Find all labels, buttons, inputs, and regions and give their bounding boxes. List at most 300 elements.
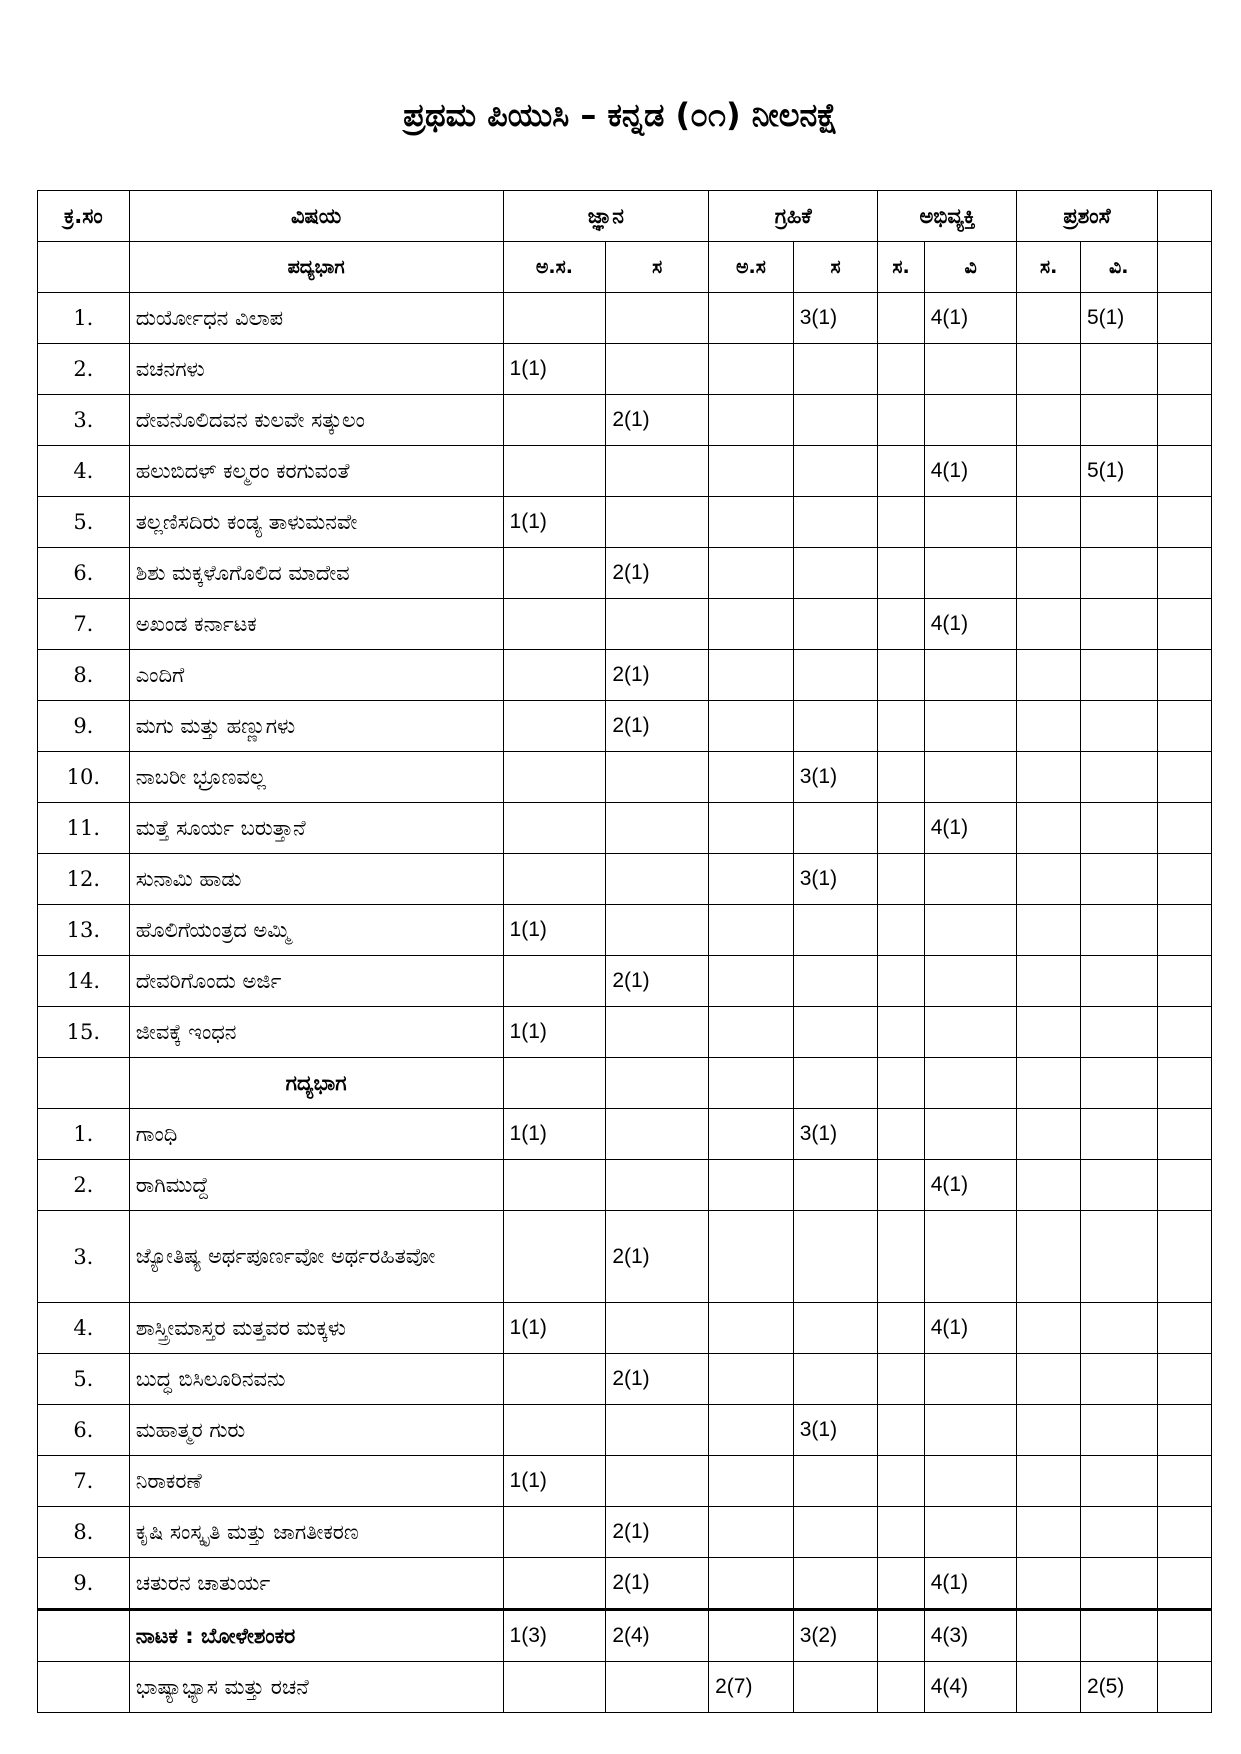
marks-cell bbox=[878, 599, 924, 650]
marks-cell bbox=[878, 293, 924, 344]
marks-cell: 4(1) bbox=[924, 293, 1017, 344]
table-row bbox=[38, 446, 1212, 497]
marks-cell bbox=[503, 395, 606, 446]
marks-cell bbox=[924, 548, 1017, 599]
blank-cell bbox=[1157, 956, 1211, 1007]
row-subject: ಮಹಾತ್ಮರ ಗುರು bbox=[129, 1405, 503, 1456]
marks-cell bbox=[1080, 1405, 1157, 1456]
subheader-col: ವಿ bbox=[924, 242, 1017, 293]
marks-cell bbox=[1017, 1507, 1080, 1558]
marks-cell bbox=[793, 1456, 878, 1507]
table-row bbox=[38, 1211, 1212, 1303]
table-row bbox=[38, 1405, 1212, 1456]
marks-cell bbox=[709, 446, 794, 497]
row-subject: ನಾಬರೀ ಭ್ರೂಣವಲ್ಲ bbox=[129, 752, 503, 803]
blank-cell bbox=[924, 1058, 1017, 1109]
blank-cell bbox=[1157, 1610, 1211, 1662]
marks-cell bbox=[1017, 1662, 1080, 1713]
marks-cell bbox=[606, 752, 709, 803]
marks-cell bbox=[793, 1160, 878, 1211]
marks-cell: 4(1) bbox=[924, 803, 1017, 854]
blank-cell bbox=[1157, 650, 1211, 701]
page-title: ಪ್ರಥಮ ಪಿಯುಸಿ – ಕನ್ನಡ (೦೧) ನೀಲನಕ್ಷೆ bbox=[403, 96, 838, 134]
subheader-blank bbox=[1157, 242, 1211, 293]
marks-cell: 4(4) bbox=[924, 1662, 1017, 1713]
marks-cell: 3(1) bbox=[793, 1405, 878, 1456]
header-sl: ಕ್ರ.ಸಂ bbox=[38, 191, 130, 242]
marks-cell bbox=[606, 1007, 709, 1058]
row-subject: ಶಾಸ್ತ್ರೀಮಾಸ್ತರ ಮತ್ತವರ ಮಕ್ಕಳು bbox=[129, 1303, 503, 1354]
marks-cell bbox=[606, 1109, 709, 1160]
subheader-row bbox=[38, 242, 1212, 293]
row-subject: ಸುನಾಮಿ ಹಾಡು bbox=[129, 854, 503, 905]
subheader-col: ಸ. bbox=[878, 242, 924, 293]
marks-cell: 3(1) bbox=[793, 752, 878, 803]
section-heading-prose: ಗದ್ಯಭಾಗ bbox=[129, 1058, 503, 1109]
marks-cell bbox=[878, 1007, 924, 1058]
marks-cell bbox=[793, 1211, 878, 1303]
marks-cell bbox=[1080, 1109, 1157, 1160]
marks-cell bbox=[1017, 956, 1080, 1007]
table-row bbox=[38, 395, 1212, 446]
row-subject: ಅಖಂಡ ಕರ್ನಾಟಕ bbox=[129, 599, 503, 650]
marks-cell: 2(1) bbox=[606, 956, 709, 1007]
marks-cell bbox=[709, 752, 794, 803]
marks-cell bbox=[1080, 905, 1157, 956]
marks-cell bbox=[793, 1662, 878, 1713]
marks-cell bbox=[503, 1211, 606, 1303]
marks-cell bbox=[1080, 1558, 1157, 1610]
table-row bbox=[38, 752, 1212, 803]
row-serial: 5. bbox=[38, 497, 130, 548]
marks-cell: 4(1) bbox=[924, 1558, 1017, 1610]
marks-cell bbox=[924, 650, 1017, 701]
marks-cell bbox=[878, 395, 924, 446]
table-row bbox=[38, 1109, 1212, 1160]
marks-cell bbox=[878, 548, 924, 599]
table-row bbox=[38, 1610, 1212, 1662]
row-serial: 8. bbox=[38, 1507, 130, 1558]
row-subject: ಭಾಷ್ಯಾಭ್ಯಾಸ ಮತ್ತು ರಚನೆ bbox=[129, 1662, 503, 1713]
marks-cell: 4(1) bbox=[924, 599, 1017, 650]
row-serial: 4. bbox=[38, 1303, 130, 1354]
marks-cell bbox=[793, 650, 878, 701]
marks-cell: 3(2) bbox=[793, 1610, 878, 1662]
marks-cell bbox=[709, 650, 794, 701]
marks-cell: 1(3) bbox=[503, 1610, 606, 1662]
marks-cell: 2(1) bbox=[606, 1507, 709, 1558]
marks-cell bbox=[1017, 599, 1080, 650]
marks-cell bbox=[924, 1211, 1017, 1303]
row-serial bbox=[38, 1610, 130, 1662]
row-subject: ದುರ್ಯೋಧನ ವಿಲಾಪ bbox=[129, 293, 503, 344]
blank-cell bbox=[1157, 1662, 1211, 1713]
blank-cell bbox=[1157, 1507, 1211, 1558]
marks-cell bbox=[709, 701, 794, 752]
marks-cell bbox=[793, 599, 878, 650]
marks-cell bbox=[924, 1507, 1017, 1558]
blank-cell bbox=[1157, 1456, 1211, 1507]
marks-cell bbox=[924, 1007, 1017, 1058]
marks-cell bbox=[1080, 1456, 1157, 1507]
marks-cell bbox=[924, 395, 1017, 446]
marks-cell bbox=[878, 701, 924, 752]
marks-cell bbox=[1017, 1610, 1080, 1662]
marks-cell: 3(1) bbox=[793, 293, 878, 344]
marks-cell bbox=[606, 1160, 709, 1211]
row-subject: ನಾಟಕ : ಬೋಳೇಶಂಕರ bbox=[129, 1610, 503, 1662]
marks-cell: 2(1) bbox=[606, 1354, 709, 1405]
subheader-col: ಸ bbox=[793, 242, 878, 293]
marks-cell bbox=[503, 1507, 606, 1558]
marks-cell bbox=[503, 752, 606, 803]
marks-cell bbox=[878, 1610, 924, 1662]
blank-cell bbox=[1157, 1007, 1211, 1058]
marks-cell bbox=[878, 905, 924, 956]
blank-cell bbox=[1157, 1058, 1211, 1109]
marks-cell bbox=[1080, 650, 1157, 701]
table-row bbox=[38, 1303, 1212, 1354]
marks-cell bbox=[793, 497, 878, 548]
marks-cell bbox=[503, 548, 606, 599]
marks-cell bbox=[1017, 1160, 1080, 1211]
header-blank bbox=[1157, 191, 1211, 242]
marks-cell bbox=[924, 701, 1017, 752]
blank-cell bbox=[503, 1058, 606, 1109]
marks-cell: 5(1) bbox=[1080, 293, 1157, 344]
marks-cell bbox=[503, 1160, 606, 1211]
marks-cell: 1(1) bbox=[503, 344, 606, 395]
table-row bbox=[38, 650, 1212, 701]
marks-cell bbox=[793, 701, 878, 752]
marks-cell: 2(1) bbox=[606, 395, 709, 446]
table-row bbox=[38, 293, 1212, 344]
subheader-col: ವಿ. bbox=[1080, 242, 1157, 293]
row-serial: 7. bbox=[38, 599, 130, 650]
blank-cell bbox=[1157, 1405, 1211, 1456]
marks-cell bbox=[1017, 1007, 1080, 1058]
header-subject: ವಿಷಯ bbox=[129, 191, 503, 242]
marks-cell bbox=[1017, 548, 1080, 599]
marks-cell bbox=[606, 446, 709, 497]
marks-cell bbox=[878, 1456, 924, 1507]
marks-cell bbox=[793, 1303, 878, 1354]
marks-cell bbox=[1017, 803, 1080, 854]
blank-cell bbox=[1157, 293, 1211, 344]
table-row bbox=[38, 1354, 1212, 1405]
marks-cell bbox=[793, 1007, 878, 1058]
marks-cell bbox=[1017, 701, 1080, 752]
marks-cell bbox=[1080, 854, 1157, 905]
row-serial: 11. bbox=[38, 803, 130, 854]
marks-cell bbox=[878, 1109, 924, 1160]
marks-cell bbox=[503, 293, 606, 344]
subheader-col: ಅ.ಸ bbox=[709, 242, 794, 293]
marks-cell bbox=[1080, 497, 1157, 548]
marks-cell bbox=[606, 1456, 709, 1507]
blank-cell bbox=[793, 1058, 878, 1109]
table-row bbox=[38, 701, 1212, 752]
marks-cell bbox=[924, 1405, 1017, 1456]
marks-cell bbox=[1080, 1007, 1157, 1058]
marks-cell bbox=[1017, 293, 1080, 344]
marks-cell: 5(1) bbox=[1080, 446, 1157, 497]
header-row bbox=[38, 191, 1212, 242]
marks-cell bbox=[709, 1456, 794, 1507]
marks-cell bbox=[793, 1507, 878, 1558]
blank-cell bbox=[606, 1058, 709, 1109]
header-knowledge: ಜ್ಞಾನ bbox=[503, 191, 709, 242]
marks-cell bbox=[503, 1405, 606, 1456]
marks-cell bbox=[709, 905, 794, 956]
blank-cell bbox=[1157, 395, 1211, 446]
row-serial: 2. bbox=[38, 1160, 130, 1211]
marks-cell bbox=[1080, 752, 1157, 803]
marks-cell bbox=[924, 854, 1017, 905]
marks-cell bbox=[503, 701, 606, 752]
marks-cell bbox=[924, 956, 1017, 1007]
marks-cell bbox=[924, 497, 1017, 548]
row-serial: 1. bbox=[38, 293, 130, 344]
marks-cell bbox=[709, 1160, 794, 1211]
blank-cell bbox=[1157, 701, 1211, 752]
blank-cell bbox=[1157, 1160, 1211, 1211]
marks-cell bbox=[793, 956, 878, 1007]
marks-cell: 1(1) bbox=[503, 1007, 606, 1058]
table-row bbox=[38, 1507, 1212, 1558]
row-serial: 13. bbox=[38, 905, 130, 956]
marks-cell bbox=[1080, 1610, 1157, 1662]
header-expression: ಅಭಿವ್ಯಕ್ತಿ bbox=[878, 191, 1017, 242]
blank-cell bbox=[38, 1058, 130, 1109]
marks-cell bbox=[1017, 344, 1080, 395]
marks-cell: 1(1) bbox=[503, 1303, 606, 1354]
row-serial: 4. bbox=[38, 446, 130, 497]
marks-cell bbox=[1080, 956, 1157, 1007]
marks-cell bbox=[1080, 599, 1157, 650]
marks-cell bbox=[1080, 344, 1157, 395]
row-subject: ಬುದ್ಧ ಬಿಸಿಲೂರಿನವನು bbox=[129, 1354, 503, 1405]
marks-cell bbox=[503, 956, 606, 1007]
marks-cell bbox=[793, 1558, 878, 1610]
marks-cell bbox=[709, 1007, 794, 1058]
marks-cell bbox=[878, 1303, 924, 1354]
marks-cell bbox=[709, 854, 794, 905]
marks-cell: 4(1) bbox=[924, 1303, 1017, 1354]
row-serial: 2. bbox=[38, 344, 130, 395]
marks-cell bbox=[924, 344, 1017, 395]
marks-cell bbox=[606, 905, 709, 956]
row-subject: ಗಾಂಧಿ bbox=[129, 1109, 503, 1160]
marks-cell bbox=[1017, 1456, 1080, 1507]
marks-cell bbox=[709, 395, 794, 446]
marks-cell bbox=[1080, 803, 1157, 854]
marks-cell bbox=[1017, 854, 1080, 905]
marks-cell bbox=[709, 599, 794, 650]
marks-cell bbox=[878, 956, 924, 1007]
table-row bbox=[38, 854, 1212, 905]
blank-cell bbox=[1157, 497, 1211, 548]
marks-cell bbox=[878, 803, 924, 854]
marks-cell bbox=[878, 497, 924, 548]
header-understanding: ಗ್ರಹಿಕೆ bbox=[709, 191, 878, 242]
marks-cell bbox=[1080, 1160, 1157, 1211]
marks-cell bbox=[1017, 446, 1080, 497]
marks-cell bbox=[709, 293, 794, 344]
marks-cell bbox=[878, 1405, 924, 1456]
row-subject: ದೇವನೊಲಿದವನ ಕುಲವೇ ಸತ್ಕುಲಂ bbox=[129, 395, 503, 446]
blank-cell bbox=[1157, 548, 1211, 599]
marks-cell: 2(7) bbox=[709, 1662, 794, 1713]
row-serial: 10. bbox=[38, 752, 130, 803]
row-subject: ಹಲುಬಿದಳ್ ಕಲ್ಮರಂ ಕರಗುವಂತೆ bbox=[129, 446, 503, 497]
marks-cell bbox=[503, 650, 606, 701]
marks-cell bbox=[709, 1507, 794, 1558]
row-serial: 9. bbox=[38, 1558, 130, 1610]
blank-cell bbox=[1157, 1109, 1211, 1160]
row-subject: ಜೀವಕ್ಕೆ ಇಂಧನ bbox=[129, 1007, 503, 1058]
marks-cell bbox=[503, 599, 606, 650]
marks-cell bbox=[606, 1303, 709, 1354]
marks-cell bbox=[924, 1354, 1017, 1405]
row-subject: ಮಗು ಮತ್ತು ಹಣ್ಣುಗಳು bbox=[129, 701, 503, 752]
marks-cell bbox=[878, 1354, 924, 1405]
marks-cell bbox=[709, 956, 794, 1007]
blank-cell bbox=[878, 1058, 924, 1109]
table-row bbox=[38, 1558, 1212, 1610]
marks-cell bbox=[1080, 1211, 1157, 1303]
marks-cell bbox=[924, 905, 1017, 956]
blank-cell bbox=[1157, 599, 1211, 650]
row-serial: 14. bbox=[38, 956, 130, 1007]
blank-cell bbox=[1157, 1354, 1211, 1405]
blank-cell bbox=[1080, 1058, 1157, 1109]
marks-cell bbox=[606, 803, 709, 854]
row-serial: 7. bbox=[38, 1456, 130, 1507]
blank-cell bbox=[709, 1058, 794, 1109]
marks-cell bbox=[606, 497, 709, 548]
marks-cell bbox=[793, 803, 878, 854]
table-row bbox=[38, 497, 1212, 548]
marks-cell bbox=[1017, 650, 1080, 701]
marks-cell bbox=[793, 905, 878, 956]
marks-cell: 2(1) bbox=[606, 1211, 709, 1303]
table-row bbox=[38, 803, 1212, 854]
row-serial bbox=[38, 1662, 130, 1713]
marks-cell bbox=[503, 854, 606, 905]
subheader-col: ಸ bbox=[606, 242, 709, 293]
row-subject: ಮತ್ತೆ ಸೂರ್ಯ ಬರುತ್ತಾನೆ bbox=[129, 803, 503, 854]
marks-cell bbox=[1017, 752, 1080, 803]
row-serial: 3. bbox=[38, 1211, 130, 1303]
marks-cell bbox=[878, 1507, 924, 1558]
table-row bbox=[38, 599, 1212, 650]
row-subject: ಚತುರನ ಚಾತುರ್ಯ bbox=[129, 1558, 503, 1610]
marks-cell bbox=[1017, 395, 1080, 446]
table-row bbox=[38, 956, 1212, 1007]
table-row bbox=[38, 548, 1212, 599]
blank-cell bbox=[1157, 905, 1211, 956]
marks-cell: 2(1) bbox=[606, 701, 709, 752]
row-serial: 9. bbox=[38, 701, 130, 752]
marks-cell: 2(5) bbox=[1080, 1662, 1157, 1713]
marks-cell bbox=[503, 1354, 606, 1405]
marks-cell bbox=[793, 395, 878, 446]
section-row bbox=[38, 1058, 1212, 1109]
marks-cell bbox=[606, 1405, 709, 1456]
marks-cell: 2(1) bbox=[606, 650, 709, 701]
header-appreciation: ಪ್ರಶಂಸೆ bbox=[1017, 191, 1157, 242]
blank-cell bbox=[1017, 1058, 1080, 1109]
marks-cell: 4(1) bbox=[924, 1160, 1017, 1211]
row-subject: ಹೊಲಿಗೆಯಂತ್ರದ ಅಮ್ಮಿ bbox=[129, 905, 503, 956]
marks-cell: 4(1) bbox=[924, 446, 1017, 497]
marks-cell: 2(1) bbox=[606, 1558, 709, 1610]
marks-cell bbox=[606, 1662, 709, 1713]
section-heading-poetry: ಪದ್ಯಭಾಗ bbox=[129, 242, 503, 293]
marks-cell bbox=[1080, 548, 1157, 599]
marks-cell bbox=[878, 752, 924, 803]
marks-cell: 1(1) bbox=[503, 905, 606, 956]
table-row bbox=[38, 905, 1212, 956]
marks-cell bbox=[924, 1456, 1017, 1507]
marks-cell: 3(1) bbox=[793, 854, 878, 905]
marks-cell bbox=[1080, 701, 1157, 752]
marks-cell bbox=[793, 1354, 878, 1405]
blank-cell bbox=[1157, 1211, 1211, 1303]
marks-cell bbox=[606, 854, 709, 905]
marks-cell bbox=[924, 1109, 1017, 1160]
row-subject: ದೇವರಿಗೊಂದು ಅರ್ಜಿ bbox=[129, 956, 503, 1007]
marks-cell: 1(1) bbox=[503, 1456, 606, 1507]
table-row bbox=[38, 1662, 1212, 1713]
marks-cell bbox=[503, 803, 606, 854]
marks-cell bbox=[709, 1558, 794, 1610]
marks-cell bbox=[1080, 1303, 1157, 1354]
marks-cell bbox=[1017, 1405, 1080, 1456]
row-subject: ತಲ್ಲಣಿಸದಿರು ಕಂಡ್ಯ ತಾಳುಮನವೇ bbox=[129, 497, 503, 548]
row-subject: ರಾಗಿಮುದ್ದೆ bbox=[129, 1160, 503, 1211]
marks-cell bbox=[709, 1610, 794, 1662]
marks-cell bbox=[709, 548, 794, 599]
row-serial: 6. bbox=[38, 548, 130, 599]
row-serial: 12. bbox=[38, 854, 130, 905]
row-serial: 3. bbox=[38, 395, 130, 446]
row-serial: 15. bbox=[38, 1007, 130, 1058]
marks-cell bbox=[709, 1303, 794, 1354]
table-row bbox=[38, 1007, 1212, 1058]
marks-cell bbox=[503, 1558, 606, 1610]
marks-cell: 1(1) bbox=[503, 1109, 606, 1160]
blank-cell bbox=[1157, 1303, 1211, 1354]
marks-cell bbox=[793, 548, 878, 599]
table-row bbox=[38, 344, 1212, 395]
subheader-col: ಸ. bbox=[1017, 242, 1080, 293]
blueprint-table bbox=[37, 190, 1212, 1713]
row-serial: 8. bbox=[38, 650, 130, 701]
marks-cell bbox=[709, 803, 794, 854]
row-subject: ಜ್ಯೋತಿಷ್ಯ ಅರ್ಥಪೂರ್ಣವೋ ಅರ್ಥರಹಿತವೋ bbox=[129, 1211, 503, 1303]
marks-cell bbox=[1017, 497, 1080, 548]
marks-cell bbox=[1017, 1303, 1080, 1354]
marks-cell bbox=[1017, 905, 1080, 956]
blank-cell bbox=[1157, 752, 1211, 803]
marks-cell bbox=[1017, 1354, 1080, 1405]
blank-cell bbox=[1157, 803, 1211, 854]
blank-cell bbox=[1157, 344, 1211, 395]
marks-cell: 2(4) bbox=[606, 1610, 709, 1662]
marks-cell bbox=[1017, 1558, 1080, 1610]
